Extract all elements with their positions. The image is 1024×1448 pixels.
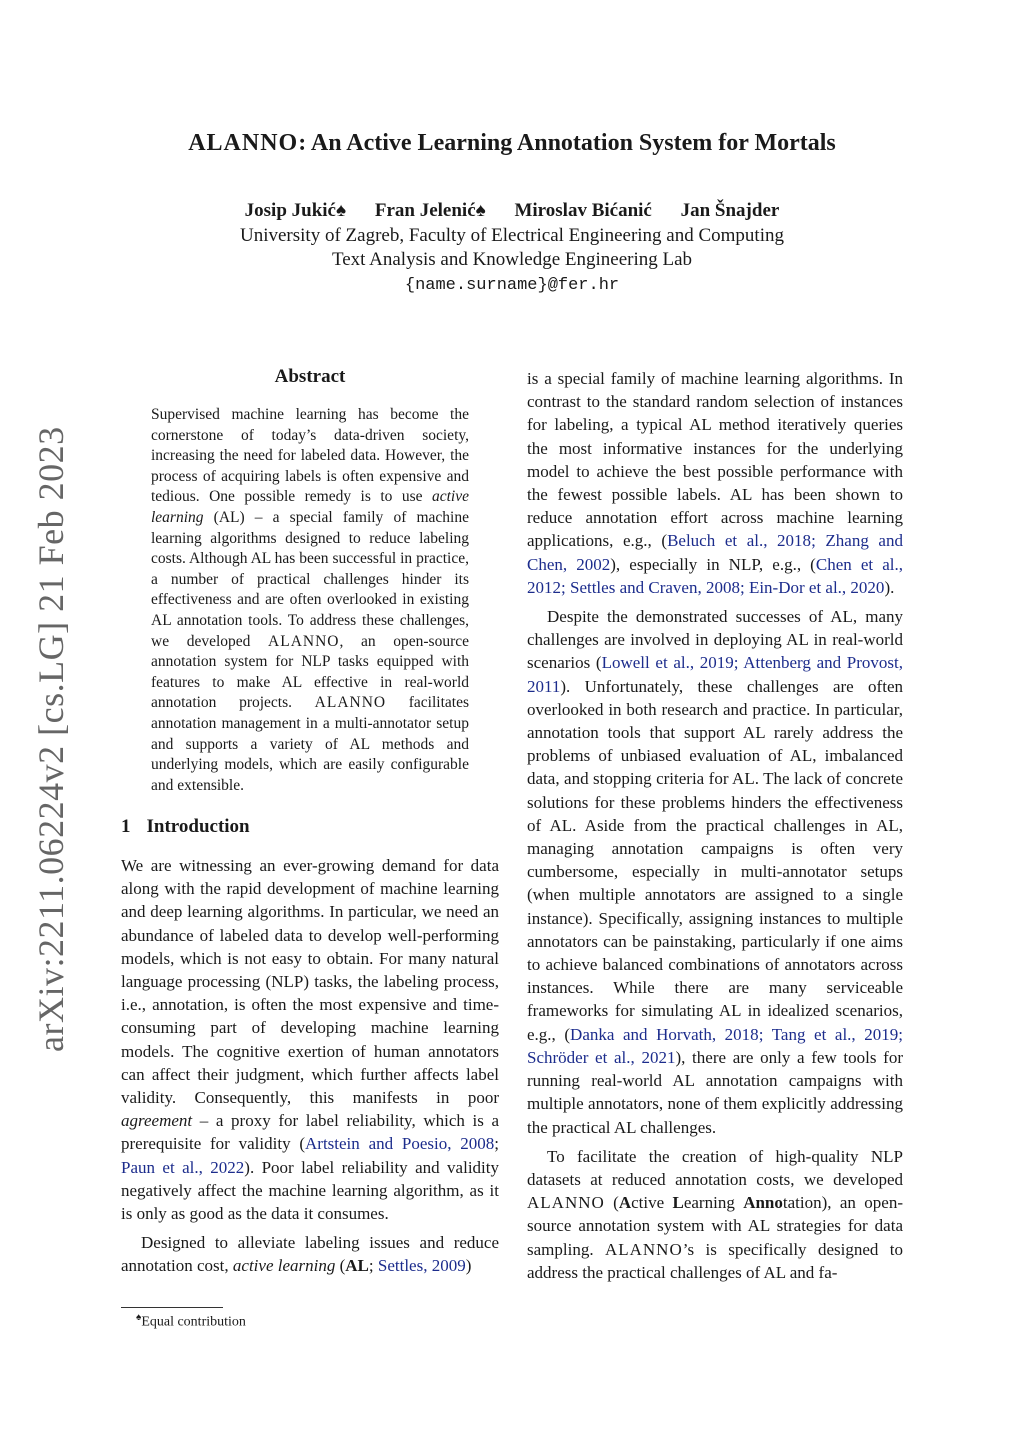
arxiv-stamp: arXiv:2211.06224v2 [cs.LG] 21 Feb 2023: [31, 426, 71, 1052]
author-email: {name.surname}@fer.hr: [404, 276, 620, 295]
bold-term: AL: [345, 1256, 369, 1276]
citation-separator: ;: [898, 1024, 903, 1044]
section-number: 1: [121, 816, 131, 837]
abstract-text: (AL) – a special family of machine learning algorithms designed to reduce labeling costs. Although AL has been successful in practice, a number of practical challenges hinder its effectiveness and are often overlooked in existing AL annotation tools. To address these challenges, we developed: [151, 508, 469, 650]
body-text: ;: [494, 1134, 499, 1154]
emphasis: agreement: [121, 1111, 193, 1131]
citation-link[interactable]: Settles and Craven, 2008: [569, 577, 740, 597]
body-text: ): [465, 1256, 472, 1276]
body-text: To facilitate the creation of high-quality NLP datasets at reduced annotation costs, we developed: [527, 1146, 903, 1189]
author-name: Josip Jukić♠: [244, 200, 347, 221]
paragraph: [527, 1145, 903, 1284]
paragraph: [121, 1231, 499, 1277]
body-text: We are witnessing an ever-growing demand for data along with the rapid development of machine learning and deep learning algorithms. In particular, we need an abundance of labeled data to develop well-performing models, which is not easy to obtain. For many natural language processing (NLP) tasks, the labeling process, i.e., annotation, is often the most expensive and time-consuming part of developing machine learning models. The cognitive exertion of human annotators can affect their judgment, which further affects label validity. Consequently, this manifests in poor: [121, 856, 499, 1108]
citation-link[interactable]: Lowell et al., 2019: [601, 653, 734, 673]
body-text: ), there are only a few tools for running real-world AL annotation campaigns with multiple annotators, none of them explicitly addressing the practical AL challenges.: [527, 1047, 903, 1137]
author-name: Miroslav Bićanić: [514, 200, 652, 221]
right-column: [527, 367, 903, 1284]
abstract-text: , an open-source annotation system for NLP tasks equipped with features to make AL effective in real-world annotation projects.: [151, 632, 469, 712]
citation-link[interactable]: Attenberg and Provost, 2011: [527, 653, 903, 696]
abstract-system-name: ALANNO: [268, 632, 340, 650]
citation-link[interactable]: Ein-Dor et al., 2020: [748, 577, 885, 597]
affiliation-lab: Text Analysis and Knowledge Engineering Lab: [331, 249, 693, 270]
body-text: (: [604, 1193, 619, 1213]
bold-term: A: [618, 1193, 632, 1213]
citation-separator: ;: [758, 1024, 772, 1044]
title-rest: : An Active Learning Annotation System for Mortals: [298, 130, 836, 156]
bold-term: Anno: [743, 1193, 783, 1213]
author-name: Fran Jelenić♠: [374, 200, 486, 221]
citation-link[interactable]: Artstein and Poesio, 2008: [305, 1134, 495, 1154]
body-text: ). Unfortunately, these challenges are often overlooked in both research and practice. In particular, annotation tools that support AL rarely address the problems of unbiased evaluation of AL, imbalanced data, and stopping criteria for AL. The lack of concrete solutions for these problems hinders the effectiveness of AL. Aside from the practical challenges in AL, managing annotation campaigns is often very cumbersome, especially in multi-annotator setups (when multiple annotators are assigned to a single instance). Specifically, assigning instances to multiple annotators can be painstaking, particularly if one aims to achieve balanced combinations of annotators across instances. While there are many serviceable frameworks for simulating AL in idealized scenarios, e.g., (: [527, 676, 903, 1044]
abstract-text: facilitates annotation management in a multi-annotator setup and supports a variety of AL methods and underlying models, which are easily configurable and extensible.: [151, 694, 469, 794]
citation-separator: ;: [733, 653, 744, 673]
body-text: ’s is specifically designed to address the practical challenges of AL and fa-: [527, 1239, 903, 1282]
citation-link[interactable]: Paun et al., 2022: [121, 1157, 245, 1177]
citation-link[interactable]: Danka and Horvath, 2018: [570, 1024, 759, 1044]
abstract-body: [151, 405, 469, 796]
footnote-rule: [121, 1307, 223, 1308]
citation-link[interactable]: Settles, 2009: [377, 1256, 466, 1276]
body-text: – a proxy for label reliability, which is a prerequisite for validity (: [121, 1111, 499, 1154]
system-name: ALANNO: [527, 1193, 605, 1213]
citation-link[interactable]: Schröder et al., 2021: [527, 1047, 676, 1067]
body-text: Designed to alleviate labeling issues and reduce annotation cost,: [121, 1233, 499, 1276]
paper-title: [0, 130, 1024, 157]
citation-link[interactable]: Chen et al., 2012: [527, 554, 904, 597]
body-text: is a special family of machine learning algorithms. In contrast to the standard random selection of instances for labeling, a typical AL method iteratively queries the most informative instances for the underlying model to achieve the best possible performance with the fewest possible labels. AL has been shown to reduce annotation effort across machine learning applications, e.g., (: [527, 369, 903, 551]
footnote-mark: ♠: [136, 1312, 142, 1323]
body-text: ;: [368, 1256, 378, 1276]
emphasis: active learning: [232, 1256, 336, 1276]
body-text: (: [335, 1256, 346, 1276]
citation-link[interactable]: Beluch et al., 2018: [667, 531, 812, 551]
body-text: ). Poor label reliability and validity negatively affect the machine learning algorithm, as it is only as good as the data it consumes.: [121, 1157, 499, 1224]
body-text: tation), an open-source annotation system with AL strategies for data sampling.: [527, 1193, 903, 1259]
body-text: ), especially in NLP, e.g., (: [610, 554, 816, 574]
abstract-heading: Abstract: [274, 366, 346, 387]
footnote: [136, 1312, 246, 1331]
body-text: earning: [683, 1193, 744, 1213]
abstract-system-name: ALANNO: [314, 694, 387, 712]
citation-separator: ;: [561, 577, 570, 597]
left-column: [121, 854, 499, 1278]
citation-link[interactable]: Zhang and Chen, 2002: [527, 531, 903, 574]
system-name: ALANNO: [604, 1239, 683, 1259]
citation-link[interactable]: Tang et al., 2019: [771, 1024, 899, 1044]
citation-separator: ;: [811, 531, 826, 551]
abstract-text: Supervised machine learning has become the cornerstone of today’s data-driven society, increasing the need for labeled data. However, the process of acquiring labels is often expensive and tedious. One possible remedy is to use: [151, 406, 469, 506]
paragraph: [121, 854, 499, 1225]
affiliation-university: University of Zagreb, Faculty of Electrical Engineering and Computing: [240, 225, 784, 246]
author-list: [0, 200, 1024, 222]
body-text: ctive: [631, 1193, 673, 1213]
abstract-emphasis: active learning: [151, 488, 469, 526]
title-system-name: ALANNO: [188, 130, 299, 156]
body-text: Despite the demonstrated successes of AL, many challenges are involved in deploying AL in real-world scenarios (: [527, 607, 903, 673]
paragraph: [527, 367, 903, 599]
body-text: ).: [884, 577, 895, 597]
bold-term: L: [672, 1193, 684, 1213]
citation-separator: ;: [739, 577, 749, 597]
section-title: Introduction: [146, 816, 250, 837]
author-name: Jan Šnajder: [680, 200, 780, 221]
footnote-text: Equal contribution: [141, 1314, 246, 1330]
section-heading: [121, 816, 250, 838]
paragraph: [527, 605, 903, 1139]
